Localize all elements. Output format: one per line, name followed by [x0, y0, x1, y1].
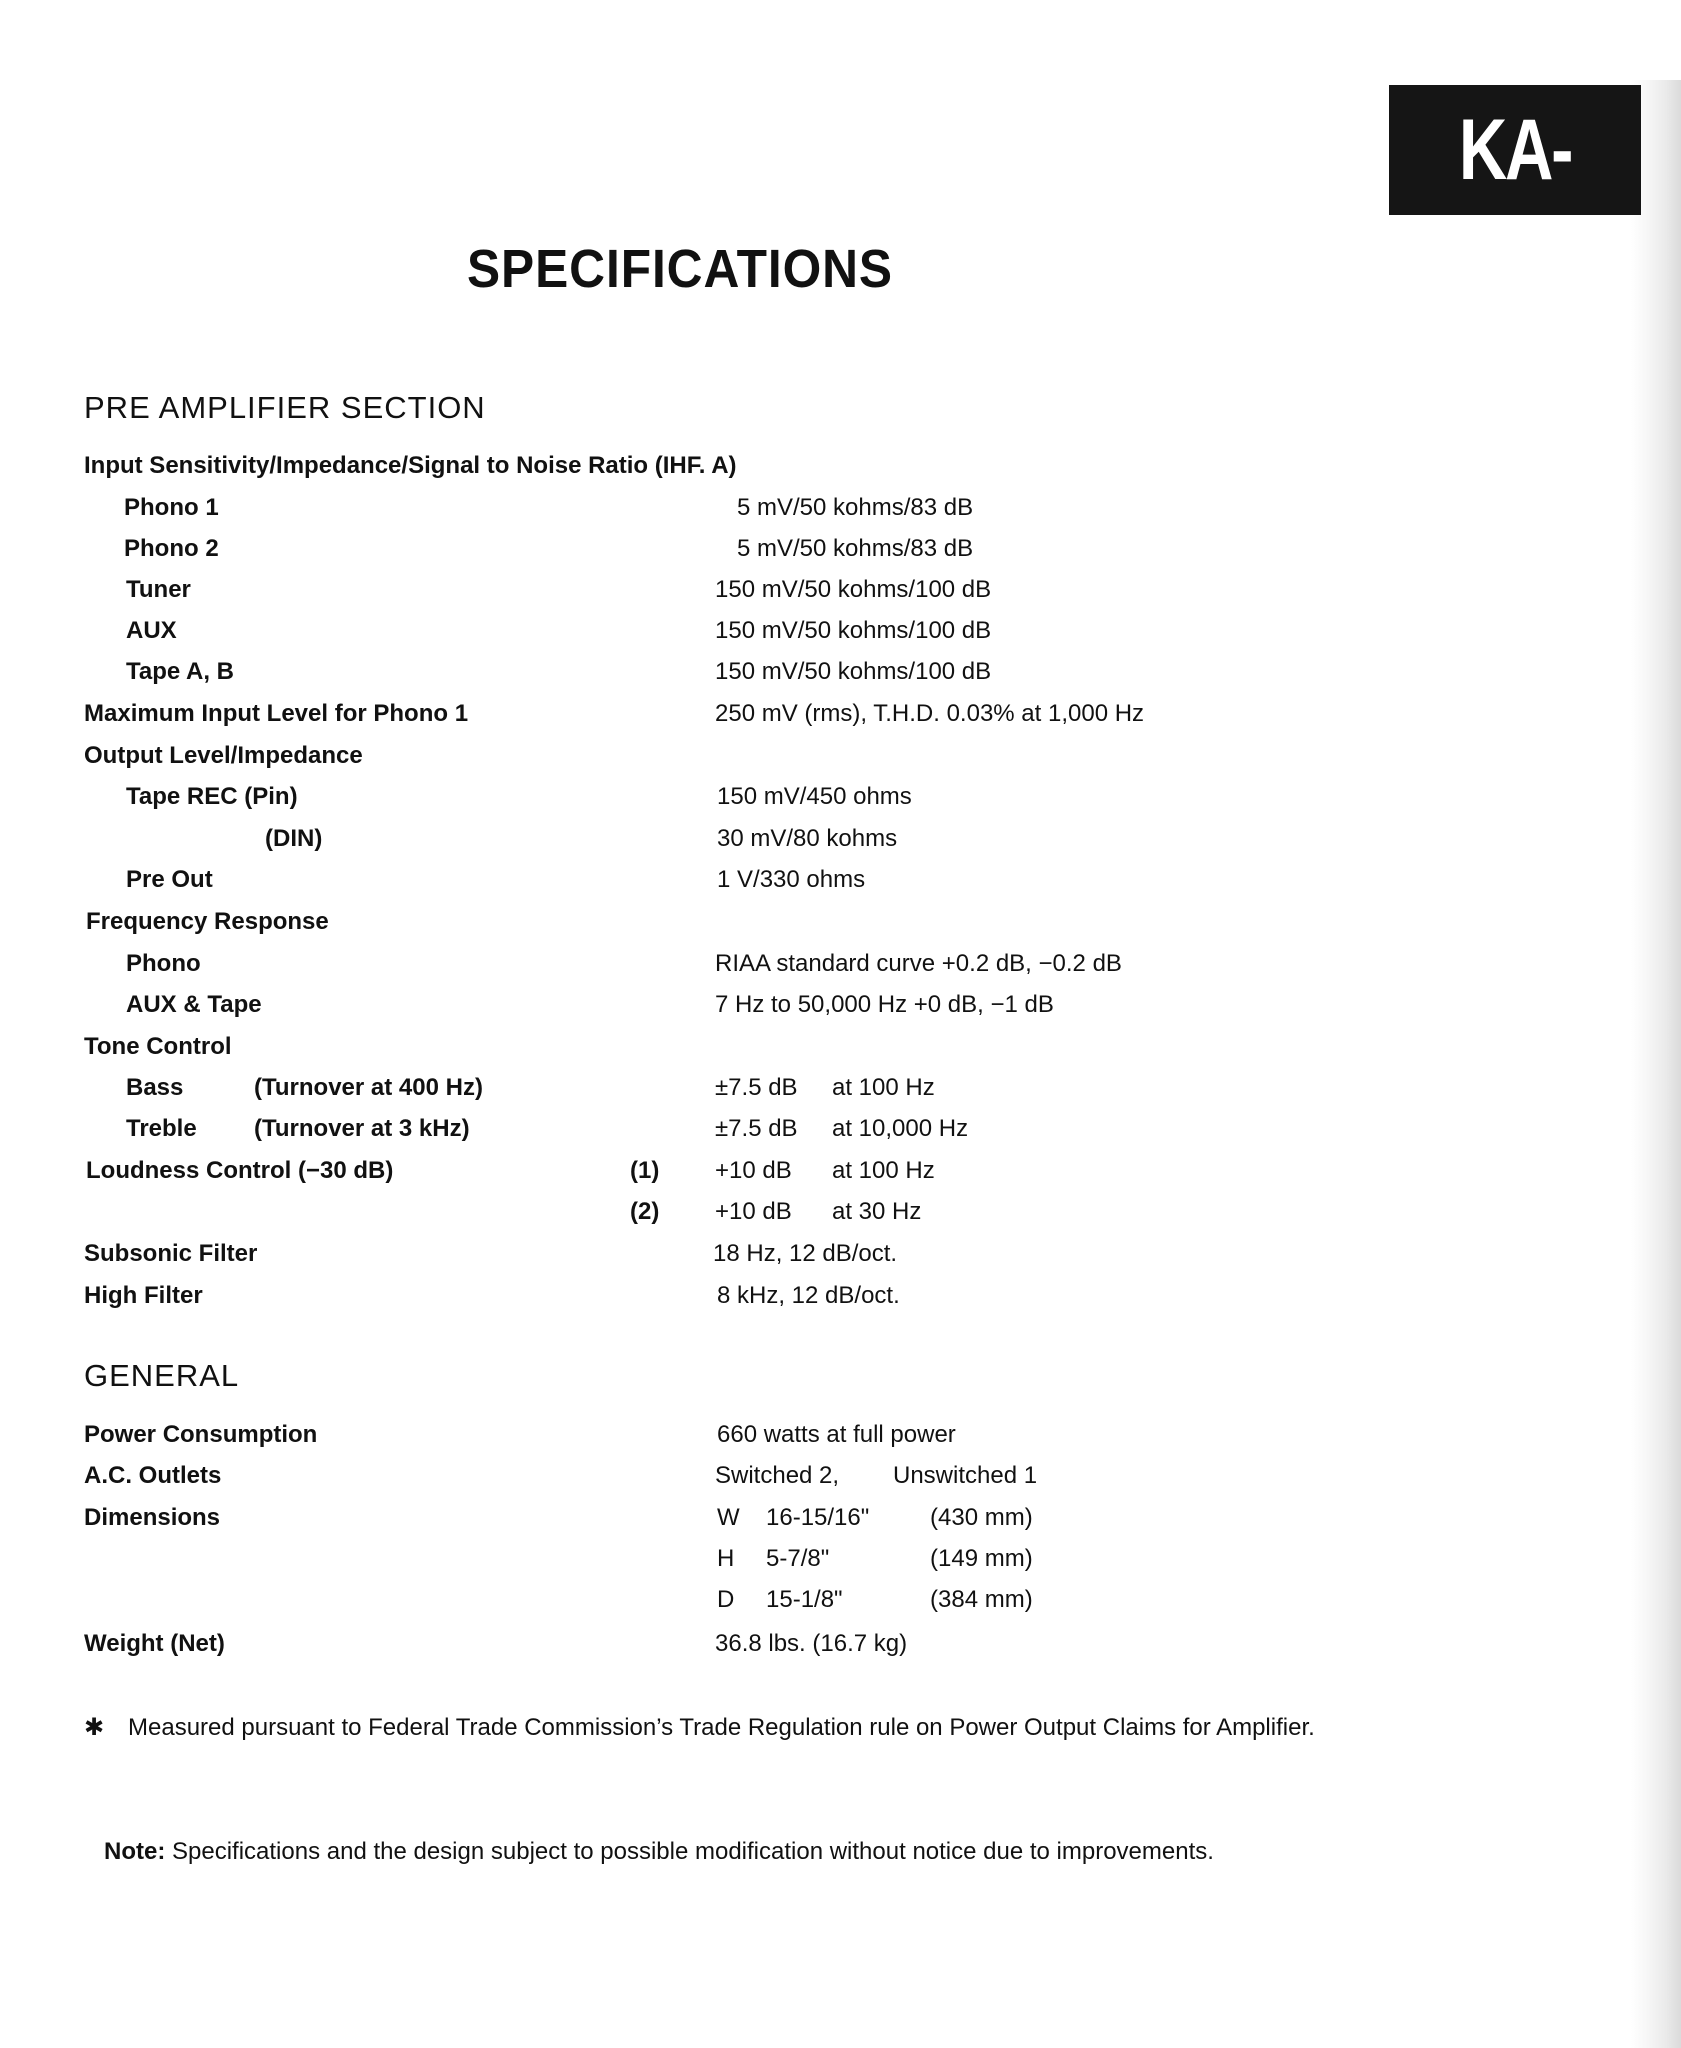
spec-label-tape-rec-pin: Tape REC (Pin) — [126, 783, 298, 810]
spec-value-tuner: 150 mV/50 kohms/100 dB — [715, 576, 992, 603]
dimension-mm-w: (430 mm) — [930, 1504, 1033, 1531]
spec-value-bass-freq: at 100 Hz — [832, 1074, 935, 1101]
dimension-inch-d: 15-1/8" — [766, 1586, 843, 1613]
spec-value-phono2: 5 mV/50 kohms/83 dB — [737, 535, 974, 562]
spec-value-outlets-unswitched: Unswitched 1 — [893, 1462, 1038, 1489]
spec-value-treble: ±7.5 dB — [715, 1115, 798, 1142]
section-heading-pre-amplifier: PRE AMPLIFIER SECTION — [84, 390, 486, 425]
note-text: Specifications and the design subject to possible modification without notice due to improvements. — [172, 1838, 1214, 1865]
spec-value-phono1: 5 mV/50 kohms/83 dB — [737, 494, 974, 521]
spec-value-high-filter: 8 kHz, 12 dB/oct. — [717, 1282, 900, 1309]
spec-value-power: 660 watts at full power — [717, 1421, 956, 1448]
spec-label-treble: Treble — [126, 1115, 197, 1142]
spec-label-high-filter: High Filter — [84, 1282, 203, 1309]
spec-value-tape-rec-din: 30 mV/80 kohms — [717, 825, 898, 852]
spec-value-weight: 36.8 lbs. (16.7 kg) — [715, 1630, 908, 1657]
spec-label-bass: Bass — [126, 1074, 184, 1101]
spec-label-tape-rec-din: (DIN) — [265, 825, 323, 852]
dimension-mm-h: (149 mm) — [930, 1545, 1033, 1572]
dimension-axis-d: D — [717, 1586, 735, 1613]
spec-label-phono2: Phono 2 — [124, 535, 219, 562]
spec-value-outlets-switched: Switched 2, — [715, 1462, 840, 1489]
spec-value-loudness-1-freq: at 100 Hz — [832, 1157, 935, 1184]
spec-label-dimensions: Dimensions — [84, 1504, 221, 1531]
spec-value-bass: ±7.5 dB — [715, 1074, 798, 1101]
spec-value-freq-aux-tape: 7 Hz to 50,000 Hz +0 dB, −1 dB — [715, 991, 1054, 1018]
spec-value-freq-phono: RIAA standard curve +0.2 dB, −0.2 dB — [715, 950, 1122, 977]
footnote-text: Measured pursuant to Federal Trade Commission’s Trade Regulation rule on Power Output Claims for Amplifier. — [128, 1714, 1315, 1741]
dimension-axis-w: W — [717, 1504, 740, 1531]
page-title: SPECIFICATIONS — [467, 239, 894, 299]
spec-label-tuner: Tuner — [126, 576, 191, 603]
spec-value-treble-freq: at 10,000 Hz — [832, 1115, 969, 1142]
note-label: Note: — [104, 1838, 166, 1865]
spec-label-phono1: Phono 1 — [124, 494, 219, 521]
spec-value-tape: 150 mV/50 kohms/100 dB — [715, 658, 992, 685]
output-level-heading: Output Level/Impedance — [84, 742, 363, 769]
dimension-inch-w: 16-15/16" — [766, 1504, 870, 1531]
spec-label-weight: Weight (Net) — [84, 1630, 225, 1657]
section-heading-general: GENERAL — [84, 1358, 240, 1393]
spec-label-outlets: A.C. Outlets — [84, 1462, 222, 1489]
spec-value-loudness-1: +10 dB — [715, 1157, 792, 1184]
spec-label-freq-phono: Phono — [126, 950, 201, 977]
asterisk-icon: ✱ — [84, 1714, 105, 1741]
spec-label-aux: AUX — [126, 617, 177, 644]
spec-label-power: Power Consumption — [84, 1421, 318, 1448]
spec-value-tape-rec-pin: 150 mV/450 ohms — [717, 783, 912, 810]
spec-label-freq-aux-tape: AUX & Tape — [126, 991, 262, 1018]
spec-label-pre-out: Pre Out — [126, 866, 213, 893]
dimension-inch-h: 5-7/8" — [766, 1545, 830, 1572]
spec-label-loudness: Loudness Control (−30 dB) — [86, 1157, 394, 1184]
spec-value-aux: 150 mV/50 kohms/100 dB — [715, 617, 992, 644]
note — [104, 1838, 1214, 1866]
page-edge-shadow — [1631, 80, 1681, 2048]
spec-label-tape: Tape A, B — [126, 658, 235, 685]
dimension-axis-h: H — [717, 1545, 735, 1572]
spec-value-loudness-2: +10 dB — [715, 1198, 792, 1225]
spec-value-subsonic: 18 Hz, 12 dB/oct. — [713, 1240, 898, 1267]
spec-note-bass: (Turnover at 400 Hz) — [254, 1074, 483, 1101]
frequency-response-heading: Frequency Response — [86, 908, 329, 935]
model-badge — [1389, 85, 1641, 328]
loudness-index-1: (1) — [630, 1157, 660, 1184]
dimension-mm-d: (384 mm) — [930, 1586, 1033, 1613]
spec-note-treble: (Turnover at 3 kHz) — [254, 1115, 470, 1142]
spec-value-max-input: 250 mV (rms), T.H.D. 0.03% at 1,000 Hz — [715, 700, 1145, 727]
input-sensitivity-heading: Input Sensitivity/Impedance/Signal to Noise Ratio (IHF. A) — [84, 452, 737, 479]
spec-label-max-input: Maximum Input Level for Phono 1 — [84, 700, 469, 727]
tone-control-heading: Tone Control — [84, 1033, 232, 1060]
spec-value-pre-out: 1 V/330 ohms — [717, 866, 866, 893]
model-badge-text: KA-9100 — [1445, 102, 1585, 328]
spec-value-loudness-2-freq: at 30 Hz — [832, 1198, 922, 1225]
loudness-index-2: (2) — [630, 1198, 660, 1225]
spec-label-subsonic: Subsonic Filter — [84, 1240, 258, 1267]
